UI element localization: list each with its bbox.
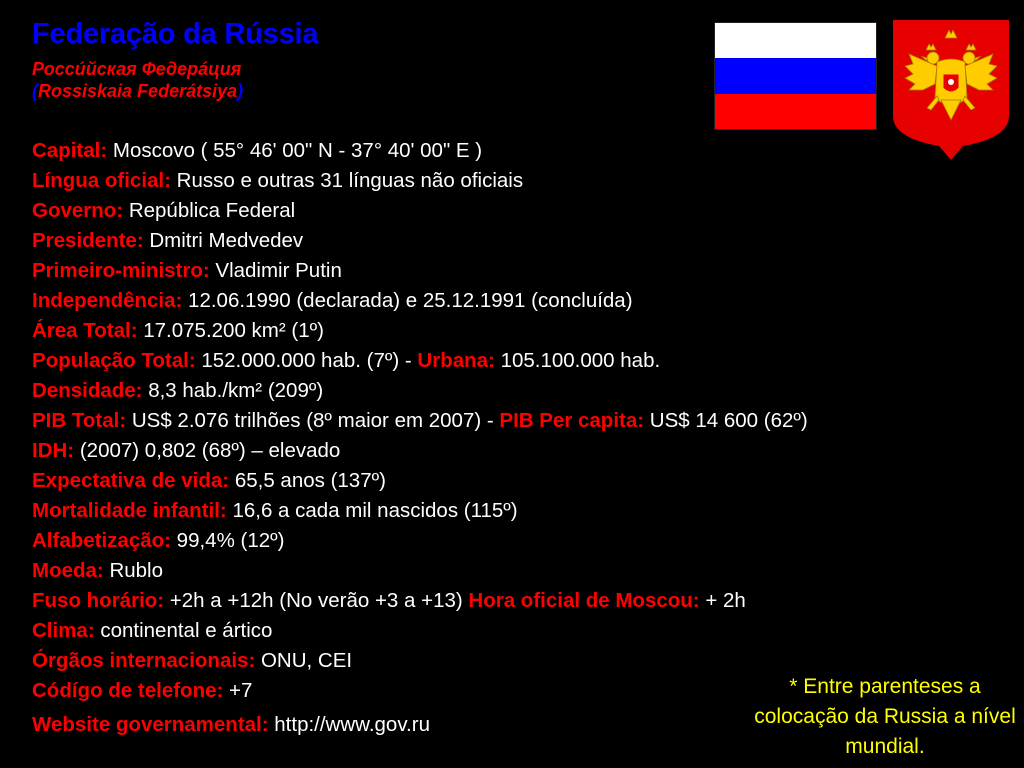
subtitle-russian: Россúйская Федерáция bbox=[32, 59, 242, 79]
fact-value: ONU, CEI bbox=[255, 649, 353, 672]
fact-value: Russo e outras 31 línguas não oficiais bbox=[170, 169, 524, 192]
fact-value: 105.100.000 hab. bbox=[494, 349, 661, 372]
fact-value: US$ 14 600 (62º) bbox=[644, 409, 808, 432]
fact-row bbox=[32, 436, 1022, 466]
fact-row bbox=[32, 316, 1022, 346]
fact-label: : bbox=[188, 349, 196, 372]
fact-value: Dmitri Medvedev bbox=[143, 229, 304, 252]
fact-value: (2007) 0,802 (68º) – elevado bbox=[74, 439, 341, 462]
fact-label: Primeiro-ministro: bbox=[32, 259, 210, 282]
fact-label: : bbox=[175, 289, 183, 312]
fact-label: IDH: bbox=[32, 439, 75, 462]
fact-label: Mortalidade infantil: bbox=[32, 499, 227, 522]
fact-label: Expectativa de vida: bbox=[32, 469, 230, 492]
fact-label: Área Total: bbox=[32, 319, 138, 342]
fact-label: Presidente: bbox=[32, 229, 144, 252]
fact-value: 16,6 a cada mil nascidos (115º) bbox=[226, 499, 518, 522]
fact-row bbox=[32, 166, 1022, 196]
fact-label: Alfabetização: bbox=[32, 529, 171, 552]
footnote: * Entre parenteses a colocação da Russia a nível mundial. bbox=[754, 675, 1016, 758]
fact-value: continental e ártico bbox=[94, 619, 273, 642]
fact-label: Hora oficial de Moscou: bbox=[468, 589, 700, 612]
fact-value: 12.06.1990 (declarada) e 25.12.1991 (concluída) bbox=[182, 289, 633, 312]
fact-value: 152.000.000 hab. (7º) - bbox=[195, 349, 418, 372]
fact-row bbox=[32, 286, 1022, 316]
fact-row bbox=[32, 346, 1022, 376]
fact-value: Moscovo ( 55° 46' 00" N - 37° 40' 00" E ) bbox=[107, 139, 483, 162]
fact-value: 99,4% (12º) bbox=[170, 529, 285, 552]
fact-label: Governo: bbox=[32, 199, 124, 222]
fact-label: Capital: bbox=[32, 139, 108, 162]
fact-label: Urbana: bbox=[417, 349, 495, 372]
subtitle-transliteration: (Rossiskaia Federátsiya) bbox=[32, 81, 244, 101]
flag-stripe-white bbox=[715, 23, 876, 58]
fact-value: República Federal bbox=[123, 199, 296, 222]
fact-value: US$ 2.076 trilhões (8º maior em 2007) - bbox=[126, 409, 500, 432]
fact-label: Língua oficial: bbox=[32, 169, 171, 192]
fact-row bbox=[32, 406, 1022, 436]
fact-label: P bbox=[32, 349, 46, 372]
fact-value: +7 bbox=[223, 679, 253, 702]
flag-stripe-red bbox=[715, 94, 876, 129]
facts-list bbox=[32, 136, 1022, 740]
fact-value: 8,3 hab./km² (209º) bbox=[142, 379, 324, 402]
fact-label: Independência bbox=[32, 289, 176, 312]
fact-label: PIB Per capita: bbox=[499, 409, 645, 432]
fact-label: Moeda: bbox=[32, 559, 104, 582]
fact-row bbox=[32, 616, 1022, 646]
fact-value: + 2h bbox=[699, 589, 746, 612]
flag-stripe-blue bbox=[715, 58, 876, 93]
fact-label: PIB Total: bbox=[32, 409, 127, 432]
fact-value: Vladimir Putin bbox=[209, 259, 342, 282]
fact-label: Fuso horário: bbox=[32, 589, 165, 612]
fact-value: http://www.gov.ru bbox=[268, 713, 430, 736]
russian-flag bbox=[714, 22, 877, 130]
page-title: Federação da Rússia bbox=[32, 18, 319, 50]
fact-row bbox=[32, 136, 1022, 166]
fact-label: Website governamental: bbox=[32, 713, 269, 736]
fact-row bbox=[32, 556, 1022, 586]
fact-label: Códígo de telefone: bbox=[32, 679, 224, 702]
fact-label: Clima: bbox=[32, 619, 95, 642]
fact-row bbox=[32, 466, 1022, 496]
fact-value: 17.075.200 km² (1º) bbox=[137, 319, 324, 342]
fact-row bbox=[32, 256, 1022, 286]
fact-value: +2h a +12h (No verão +3 a +13) bbox=[164, 589, 469, 612]
fact-value: 65,5 anos (137º) bbox=[229, 469, 386, 492]
fact-row bbox=[32, 226, 1022, 256]
fact-row bbox=[32, 376, 1022, 406]
fact-label: Órgãos internacionais: bbox=[32, 649, 256, 672]
fact-label: Densidade: bbox=[32, 379, 143, 402]
fact-value: Rublo bbox=[103, 559, 164, 582]
fact-label: opulação Total bbox=[45, 349, 189, 372]
fact-row bbox=[32, 586, 1022, 616]
subtitle bbox=[32, 58, 243, 102]
fact-row bbox=[32, 526, 1022, 556]
fact-row bbox=[32, 496, 1022, 526]
fact-row bbox=[32, 196, 1022, 226]
